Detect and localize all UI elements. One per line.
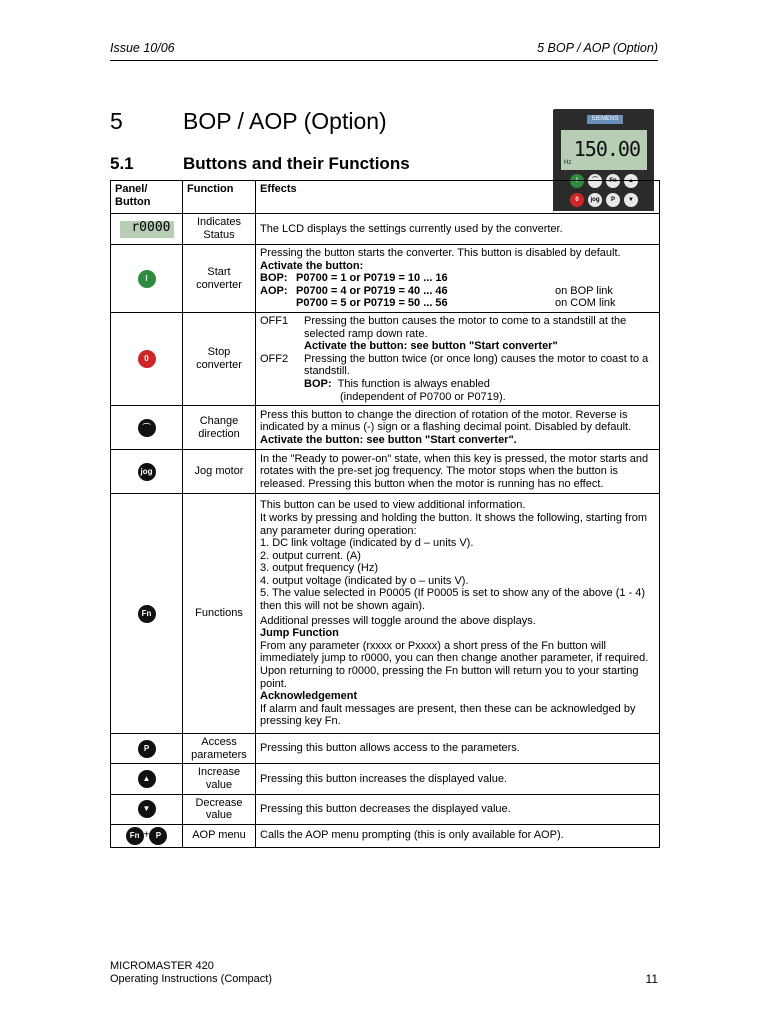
header-panel-button: Panel/ Button (111, 181, 183, 214)
panel-reverse-icon: ⌒ (588, 174, 602, 188)
p-button-icon: P (138, 740, 156, 758)
effects-cell: Press this button to change the direction of rotation of the motor. Reverse is indicated by a minus (-) sign or a flashing decimal point. Disabled by default. Activate the button: see button "Start converter". (256, 406, 660, 450)
chapter-number: 5 (110, 108, 123, 134)
effects-cell: In the "Ready to power-on" state, when this key is pressed, the motor starts and rotates with the pre-set jog frequency. The motor stops when the button is released. Pressing this button when the motor is running has no effect. (256, 450, 660, 494)
effects-cell: Pressing this button decreases the displayed value. (256, 794, 660, 824)
panel-lcd-value: 150.00 (573, 137, 640, 161)
section-number: 5.1 (110, 154, 134, 173)
effects-cell: The LCD displays the settings currently used by the converter. (256, 214, 660, 245)
chapter-title: BOP / AOP (Option) (183, 108, 387, 134)
section-title: Buttons and their Functions (183, 154, 410, 173)
start-button-icon: I (138, 270, 156, 288)
panel-p-icon: P (606, 193, 620, 207)
effects-cell: Pressing this button increases the displayed value. (256, 764, 660, 794)
panel-stop-icon: 0 (570, 193, 584, 207)
function-cell: AOP menu (183, 824, 256, 847)
effects-cell: OFF1 Pressing the button causes the motor to come to a standstill at the selected ramp down rate. Activate the button: see button "Start converter" OFF2 Pressing the button twice (or once long) causes the motor to coast to a standstill. BOP: This function is always enabled (independent of P0700 or P0719). (256, 313, 660, 406)
table-row (111, 313, 660, 406)
function-cell: Decrease value (183, 794, 256, 824)
table-row (111, 450, 660, 494)
function-cell: Change direction (183, 406, 256, 450)
jog-button-icon: jog (138, 463, 156, 481)
effects-cell: Pressing this button allows access to the parameters. (256, 734, 660, 764)
footer-doc-title: Operating Instructions (Compact) (110, 973, 273, 985)
effects-cell: Calls the AOP menu prompting (this is only available for AOP). (256, 824, 660, 847)
header-issue: Issue 10/06 (110, 41, 175, 55)
panel-start-icon: I (570, 174, 584, 188)
change-direction-icon: ⌒ (138, 419, 156, 437)
table-row (111, 214, 660, 245)
header-divider (110, 60, 658, 61)
table-row (111, 406, 660, 450)
table-row (111, 794, 660, 824)
function-cell: Jog motor (183, 450, 256, 494)
panel-fn-icon: Fn (606, 174, 620, 188)
effects-cell: Pressing the button starts the converter. This button is disabled by default. Activate the button: BOP: P0700 = 1 or P0719 = 10 ... 16 AOP: P0700 = 4 or P0719 = 40 ... 46 on BOP link P0700 = 5 or P0719 = 50 ... 56 on COM link (256, 245, 660, 313)
stop-button-icon: 0 (138, 350, 156, 368)
table-row (111, 245, 660, 313)
function-cell: Stop converter (183, 313, 256, 406)
fn-plus-p-icon: Fn + P (111, 824, 183, 847)
table-row (111, 824, 660, 847)
page-number: 11 (645, 972, 658, 986)
table-row (111, 734, 660, 764)
panel-up-icon: ▲ (624, 174, 638, 188)
table-header-row (111, 181, 660, 214)
footer-product: MICROMASTER 420 (110, 960, 214, 972)
table-row (111, 764, 660, 794)
panel-jog-icon: jog (588, 193, 602, 207)
table-row (111, 494, 660, 734)
function-cell: Functions (183, 494, 256, 734)
header-function: Function (183, 181, 256, 214)
fn-button-icon: Fn (138, 605, 156, 623)
brand-logo: SIEMENS (587, 115, 623, 124)
panel-lcd (561, 130, 647, 170)
increase-icon: ▲ (138, 770, 156, 788)
panel-lcd-unit: Hz (564, 160, 572, 166)
function-cell: Access parameters (183, 734, 256, 764)
lcd-status-icon: r0000 (111, 214, 183, 245)
decrease-icon: ▼ (138, 800, 156, 818)
function-cell: Indicates Status (183, 214, 256, 245)
header-chapter: 5 BOP / AOP (Option) (537, 41, 658, 55)
header-effects: Effects (256, 181, 660, 214)
function-cell: Start converter (183, 245, 256, 313)
panel-down-icon: ▼ (624, 193, 638, 207)
function-cell: Increase value (183, 764, 256, 794)
buttons-table (110, 180, 660, 848)
effects-cell: This button can be used to view additional information. It works by pressing and holding the button. It shows the following, starting from any parameter during operation: 1. DC link voltage (indicated by d – units V). 2. output current. (A) 3. output frequency (Hz) 4. output voltage (indicated by o – units V). 5. The value selected in P0005 (If P0005 is set to show any of the above (1 - 4) then this will not be shown again). Additional presses will toggle around the above displays. Jump Function From any parameter (rxxxx or Pxxxx) a short press of the Fn button will immediately jump to r0000, you can then change another parameter, if required. Upon returning to r0000, pressing the Fn button will return you to your starting point. Acknowledgement If alarm and fault messages are present, then these can be acknowledged by pressing key Fn. (256, 494, 660, 734)
